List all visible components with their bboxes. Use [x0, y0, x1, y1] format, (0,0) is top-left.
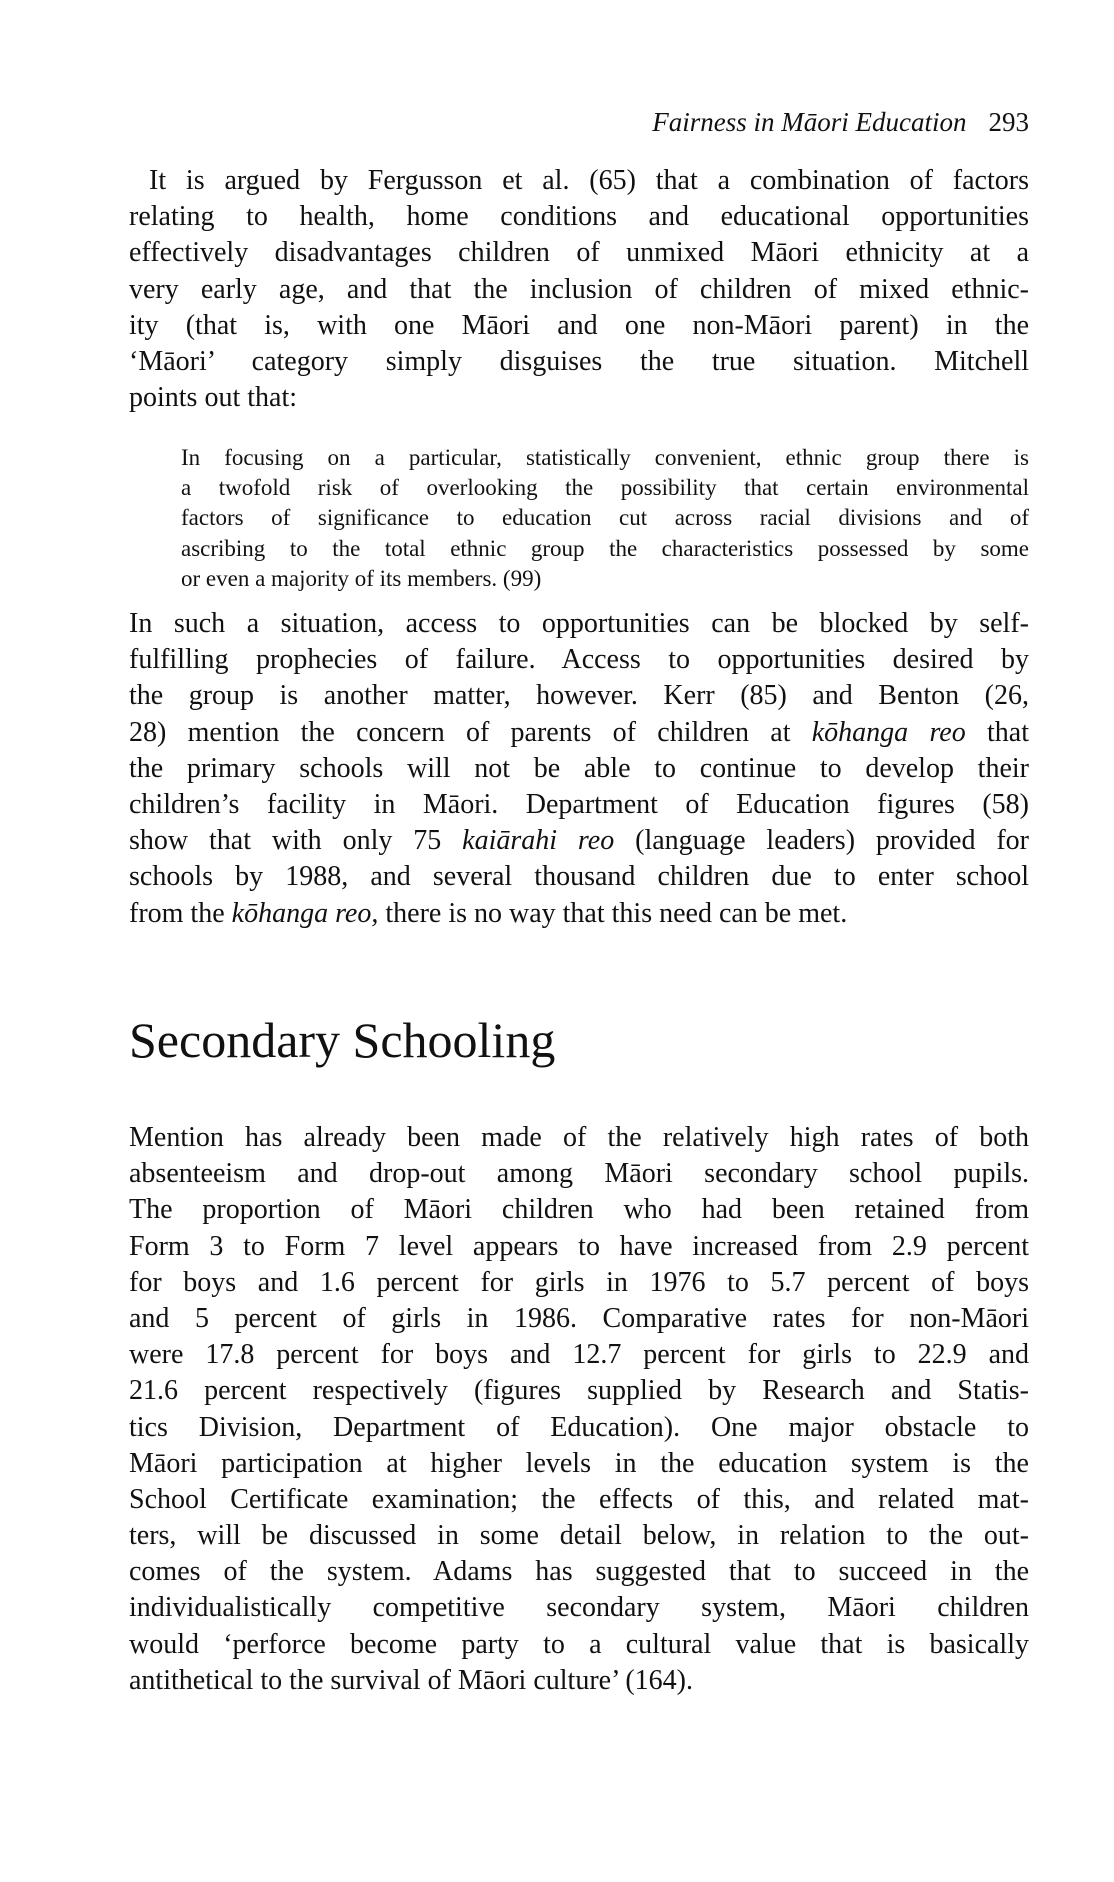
text-line: effectively disadvantages children of unmixed Māori ethnicity at a [129, 237, 1029, 269]
text-line: ‘Māori’ category simply disguises the true situation. Mitchell [129, 345, 1029, 377]
text-line: Māori participation at higher levels in the education system is the [129, 1447, 1029, 1479]
paragraph-2 [129, 606, 1029, 932]
block-quote [181, 443, 1029, 594]
text-line: comes of the system. Adams has suggested that to succeed in the [129, 1556, 1029, 1588]
text-line: show that with only 75 kaiārahi reo (language leaders) provided for [129, 825, 1029, 857]
text-line: relating to health, home conditions and educational opportunities [129, 201, 1029, 233]
text-line: and 5 percent of girls in 1986. Comparative rates for non-Māori [129, 1302, 1029, 1334]
text-line: for boys and 1.6 percent for girls in 1976 to 5.7 percent of boys [129, 1266, 1029, 1298]
text-line: tics Division, Department of Education). One major obstacle to [129, 1411, 1029, 1443]
quote-line: or even a majority of its members. (99) [181, 565, 542, 591]
text-line: fulfilling prophecies of failure. Access to opportunities desired by [129, 644, 1029, 676]
section-heading: Secondary Schooling [129, 1012, 556, 1068]
text-line: very early age, and that the inclusion of children of mixed ethnic- [129, 273, 1029, 305]
text-line: the group is another matter, however. Kerr (85) and Benton (26, [129, 680, 1029, 712]
text-line: Form 3 to Form 7 level appears to have increased from 2.9 percent [129, 1230, 1029, 1262]
maori-term: kaiārahi reo [462, 825, 615, 857]
text-line: absenteeism and drop-out among Māori secondary school pupils. [129, 1158, 1029, 1190]
text-line: It is argued by Fergusson et al. (65) that a combination of factors [149, 165, 1029, 196]
quote-line: In focusing on a particular, statistically convenient, ethnic group there is [181, 445, 1029, 470]
text-line: In such a situation, access to opportunities can be blocked by self- [129, 608, 1029, 639]
text-line: from the kōhanga reo, there is no way that this need can be met. [129, 897, 848, 929]
text-line: would ‘perforce become party to a cultural value that is basically [129, 1628, 1029, 1660]
page-number: 293 [988, 107, 1029, 137]
text-line: Mention has already been made of the relatively high rates of both [129, 1122, 1029, 1153]
text-line: children’s facility in Māori. Department of Education figures (58) [129, 788, 1029, 820]
maori-term: kōhanga reo, [231, 897, 379, 929]
text-line: The proportion of Māori children who had been retained from [129, 1194, 1029, 1226]
text-line: individualistically competitive secondary system, Māori children [129, 1592, 1029, 1624]
text-line: ity (that is, with one Māori and one non-Māori parent) in the [129, 309, 1029, 341]
text-line: points out that: [129, 382, 297, 414]
text-line: the primary schools will not be able to continue to develop their [129, 752, 1029, 784]
text-line: ters, will be discussed in some detail below, in relation to the out- [129, 1520, 1029, 1552]
text-line: were 17.8 percent for boys and 12.7 percent for girls to 22.9 and [129, 1339, 1029, 1371]
paragraph-3 [129, 1120, 1029, 1699]
quote-line: ascribing to the total ethnic group the characteristics possessed by some [181, 535, 1029, 561]
quote-line: a twofold risk of overlooking the possibility that certain environmental [181, 475, 1029, 501]
text-line: schools by 1988, and several thousand children due to enter school [129, 861, 1029, 893]
text-line: 21.6 percent respectively (figures supplied by Research and Statis- [129, 1375, 1029, 1407]
text-line: antithetical to the survival of Māori culture’ (164). [129, 1664, 693, 1696]
text-line: School Certificate examination; the effects of this, and related mat- [129, 1483, 1029, 1515]
paragraph-1 [129, 163, 1029, 416]
text-line: 28) mention the concern of parents of children at kōhanga reo that [129, 716, 1029, 748]
running-head [652, 107, 1029, 137]
quote-line: factors of significance to education cut across racial divisions and of [181, 505, 1029, 531]
maori-term: kōhanga reo [811, 716, 966, 748]
running-head-title: Fairness in Māori Education [652, 107, 967, 137]
